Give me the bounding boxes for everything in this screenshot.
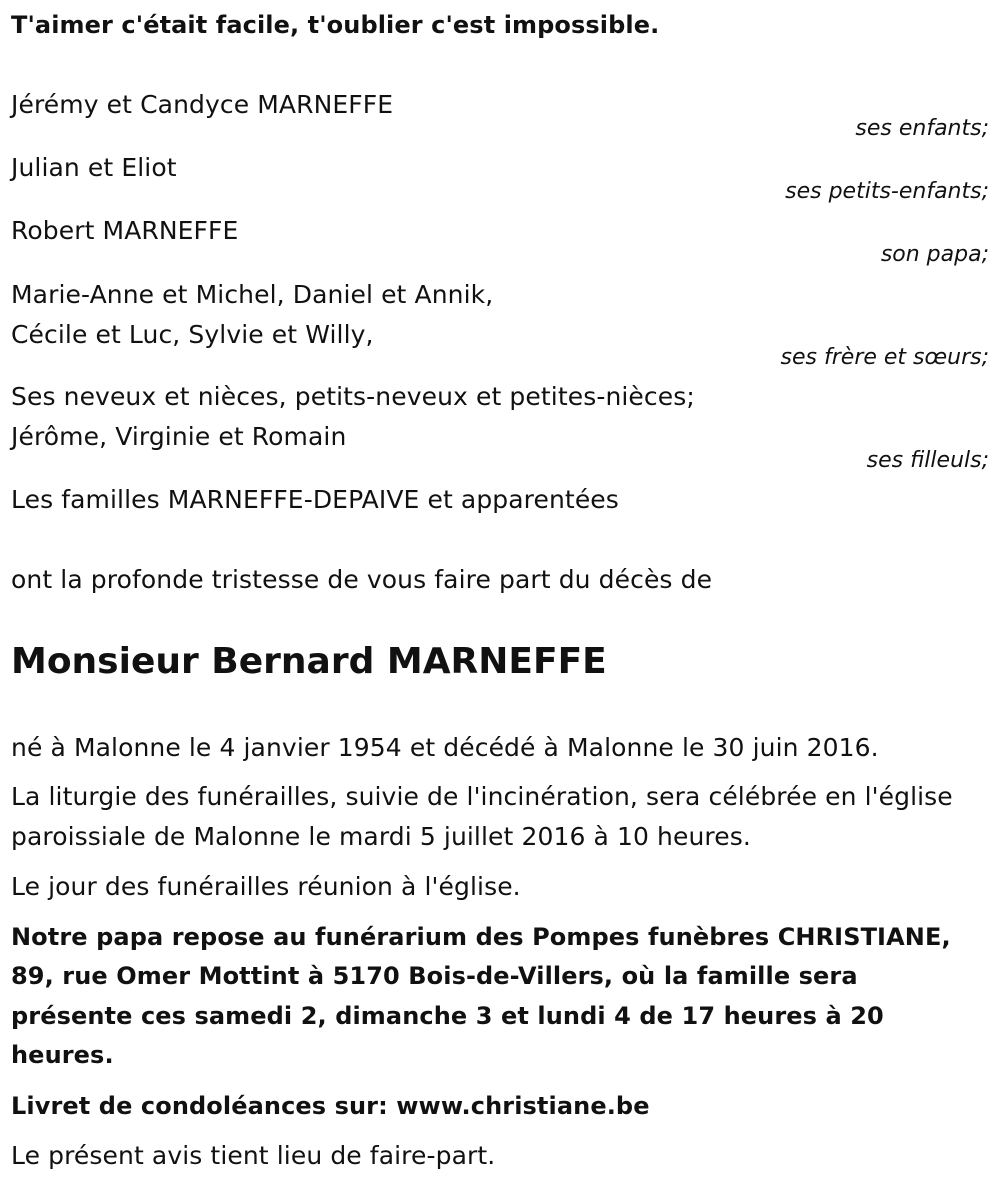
announcement-text: ont la profonde tristesse de vous faire part du décès de xyxy=(11,565,713,594)
deceased-name: Monsieur Bernard MARNEFFE xyxy=(11,641,607,682)
liturgy-line-2: paroissiale de Malonne le mardi 5 juillet 2016 à 10 heures. xyxy=(11,822,751,851)
birth-death-text: né à Malonne le 4 janvier 1954 et décédé à Malonne le 30 juin 2016. xyxy=(11,733,879,762)
family-names-grandchildren: Julian et Eliot xyxy=(11,153,177,182)
condolences-text: Livret de condoléances sur: www.christiane.be xyxy=(11,1092,650,1120)
family-relation-father: son papa; xyxy=(880,242,989,267)
family-names-nephews: Ses neveux et nièces, petits-neveux et petites-nièces; xyxy=(11,382,695,411)
family-relation-grandchildren: ses petits-enfants; xyxy=(785,179,989,204)
funerarium-line-2: 89, rue Omer Mottint à 5170 Bois-de-Villers, où la famille sera xyxy=(11,962,858,990)
family-names-father: Robert MARNEFFE xyxy=(11,216,239,245)
funerarium-line-3: présente ces samedi 2, dimanche 3 et lundi 4 de 17 heures à 20 xyxy=(11,1002,884,1030)
family-names-children: Jérémy et Candyce MARNEFFE xyxy=(11,90,394,119)
meeting-text: Le jour des funérailles réunion à l'église. xyxy=(11,872,521,901)
liturgy-line-1: La liturgie des funérailles, suivie de l'incinération, sera célébrée en l'église xyxy=(11,782,953,811)
funerarium-line-1: Notre papa repose au funérarium des Pompes funèbres CHRISTIANE, xyxy=(11,923,951,951)
family-names-families: Les familles MARNEFFE-DEPAIVE et apparentées xyxy=(11,485,619,514)
funerarium-line-4: heures. xyxy=(11,1041,114,1069)
family-names-godchildren: Jérôme, Virginie et Romain xyxy=(11,422,347,451)
family-names-siblings-line2: Cécile et Luc, Sylvie et Willy, xyxy=(11,320,374,349)
family-relation-children: ses enfants; xyxy=(855,116,989,141)
family-names-siblings-line1: Marie-Anne et Michel, Daniel et Annik, xyxy=(11,280,494,309)
family-relation-godchildren: ses filleuls; xyxy=(866,448,989,473)
epigraph: T'aimer c'était facile, t'oublier c'est impossible. xyxy=(11,11,660,39)
notice-text: Le présent avis tient lieu de faire-part. xyxy=(11,1141,496,1170)
family-relation-siblings: ses frère et sœurs; xyxy=(780,345,989,370)
